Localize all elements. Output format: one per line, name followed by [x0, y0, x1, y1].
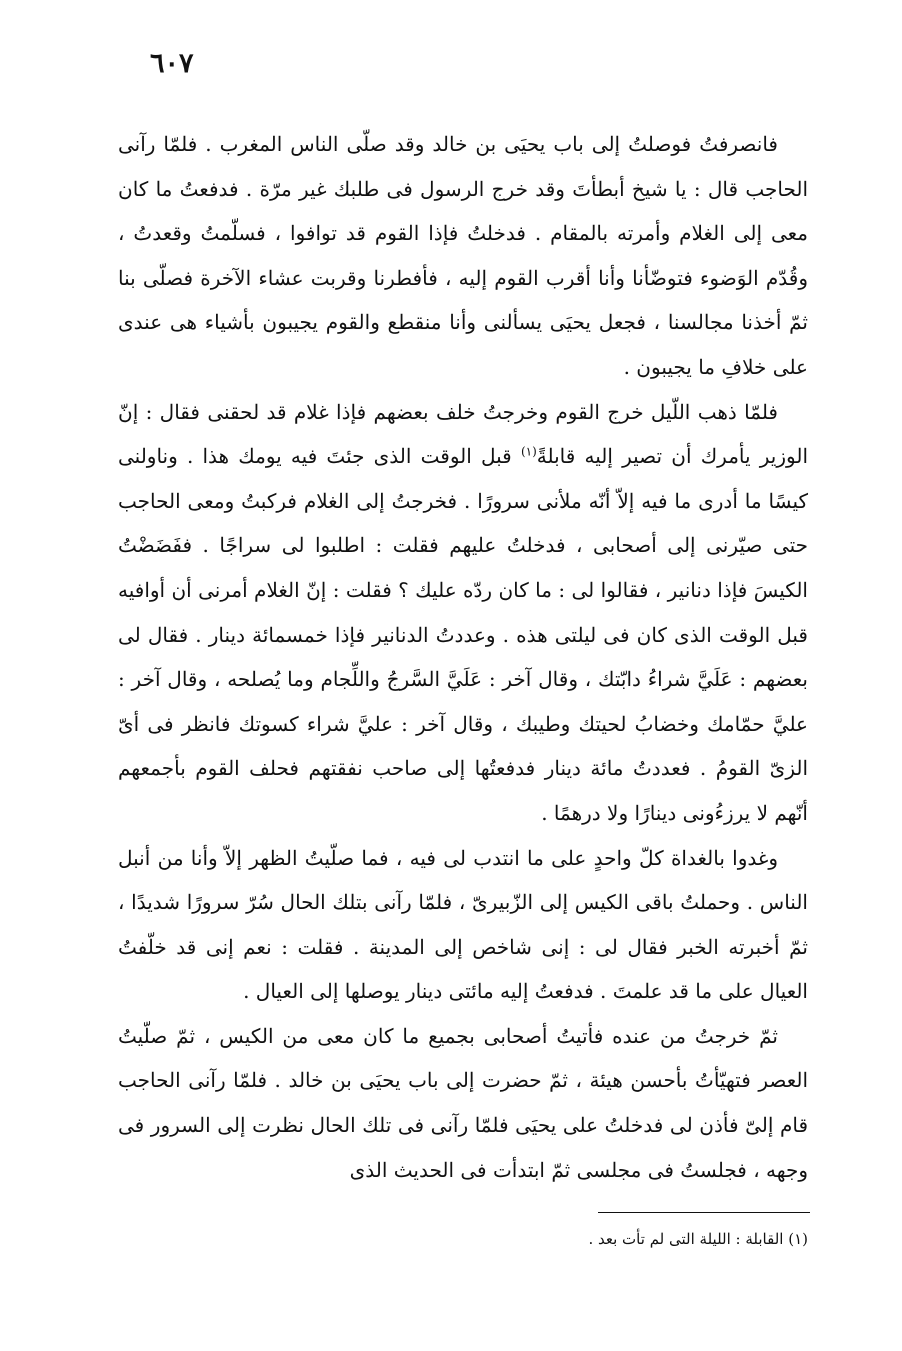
paragraph-1: فانصرفتُ فوصلتُ إلى باب يحيَى بن خالد وقد صلّى الناس المغرب . فلمّا رآنى الحاجب قال : يا شيخ أبطأتَ وقد خرج الرسول فى طلبك غير مرّة . فدفعتُ ما كان معى إلى الغلام وأمرته بالمقام . فدخلتُ فإذا القوم قد توافوا ، فسلّمتُ وقعدتُ ، وقُدّم الوَضوء فتوضّأنا وأنا أقرب القوم إليه ، فأفطرنا وقربت عشاء الآخرة فصلّى بنا ثمّ أخذنا مجالسنا ، فجعل يحيَى يسألنى وأنا منقطع والقوم يجيبون بأشياء هى عندى على خلافِ ما يجيبون . — [118, 132, 808, 379]
body-text — [118, 122, 808, 1192]
paragraph-2-before: فلمّا ذهب اللّيل خرج القوم وخرجتُ خلف بعضهم فإذا غلام قد لحقنى فقال : إنّ الوزير يأمرك أن تصير إليه قابلةً — [118, 399, 809, 469]
footnote: (١) القابلة : الليلة التى لم تأت بعد . — [588, 1230, 808, 1248]
page-number: ٦٠٧ — [150, 48, 194, 79]
paragraph-3: وغدوا بالغداة كلّ واحدٍ على ما انتدب لى فيه ، فما صلّيتُ الظهر إلاّ وأنا من أنبل الناس . وحملتُ باقى الكيس إلى الزّبيرىّ ، فلمّا رآنى بتلك الحال سُرّ سرورًا شديدًا ، ثمّ أخبرته الخبر فقال لى : إنى شاخص إلى المدينة . فقلت : نعم إنى قد خلّفتُ العيال على ما قد علمتَ . فدفعتُ إليه مائتى دينار يوصلها إلى العيال . — [118, 845, 808, 1004]
paragraph-2 — [118, 390, 808, 836]
paragraph-4: ثمّ خرجتُ من عنده فأتيتُ أصحابى بجميع ما كان معى من الكيس ، ثمّ صلّيتُ العصر فتهيّأتُ بأحسن هيئة ، ثمّ حضرت إلى باب يحيَى بن خالد . فلمّا رآنى الحاجب قام إلىّ فأذن لى فدخلتُ على يحيَى فلمّا رآنى فى تلك الحال نظرت إلى السرور فى وجهه ، فجلستُ فى مجلسى ثمّ ابتدأت فى الحديث الذى — [118, 1023, 808, 1182]
footnote-divider — [598, 1212, 810, 1213]
paragraph-2-after: قبل الوقت الذى جئتَ فيه يومك هذا . وناولنى كيسًا ما أدرى ما فيه إلاّ أنّه ملأنى سرورًا . فخرجتُ إلى الغلام فركبتُ ومعى الحاجب حتى صيّرنى إلى أصحابى ، فدخلتُ عليهم فقلت : اطلبوا لى سراجًا . ففَضَضْتُ الكيسَ فإذا دنانير ، فقالوا لى : ما كان ردّه عليك ؟ فقلت : إنّ الغلام أمرنى أن أوافيه قبل الوقت الذى كان فى ليلتى هذه . وعددتُ الدنانير فإذا خمسمائة دينار . فقال لى بعضهم : عَلَيَّ شراءُ دابّتك ، وقال آخر : عَلَيَّ السَّرجُ واللِّجام وما يُصلحه ، وقال آخر : عليَّ حمّامك وخضابُ لحيتك وطيبك ، وقال آخر : عليَّ شراء كسوتك فانظر فى أىّ الزىّ القومُ . فعددتُ مائة دينار فدفعتُها إلى صاحب نفقتهم فحلف القوم بأجمعهم أنّهم لا يرزءُونى دينارًا ولا درهمًا . — [118, 444, 808, 825]
footnote-reference: (١) — [520, 444, 537, 459]
